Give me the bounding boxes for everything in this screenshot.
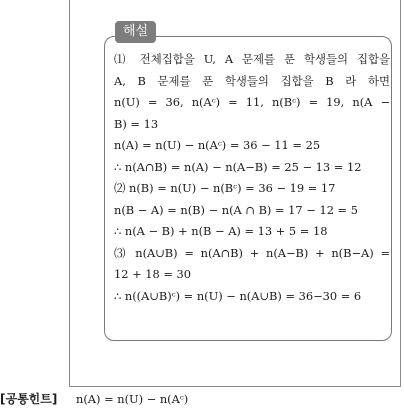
solution-line-8: n(B − A) = n(B) − n(A ∩ B) = 17 − 12 = 5	[114, 202, 358, 217]
solution-line-1: ⑴ 전체집합을 U, A 문제를 푼 학생들의 집합을	[114, 52, 390, 66]
solution-body	[114, 49, 390, 307]
solution-line-7: ⑵ n(B) = n(U) − n(Bᶜ) = 36 − 19 = 17	[114, 181, 336, 195]
solution-line-4: B) = 13	[114, 116, 159, 131]
solution-line-12: ∴ n((A∪B)ᶜ) = n(U) − n(A∪B) = 36−30 = 6	[114, 288, 362, 303]
solution-line-9: ∴ n(A − B) + n(B − A) = 13 + 5 = 18	[114, 224, 328, 238]
frame-right-border	[400, 0, 401, 386]
solution-line-6: ∴ n(A∩B) = n(A) − n(A−B) = 25 − 13 = 12	[114, 159, 362, 174]
solution-line-3: n(U) = 36, n(Aᶜ) = 11, n(Bᶜ) = 19, n(A −	[114, 95, 390, 109]
frame-left-border	[69, 0, 70, 386]
frame-bottom-border	[69, 386, 401, 387]
solution-line-11: 12 + 18 = 30	[114, 267, 192, 281]
hint-label: [공통힌트]	[0, 392, 58, 406]
solution-line-2: A, B 문제를 푼 학생들의 집합을 B 라 하면	[114, 73, 390, 88]
solution-line-10: ⑶ n(A∪B) = n(A∩B) + n(A−B) + n(B−A) =	[114, 245, 390, 260]
solution-line-5: n(A) = n(U) − n(Aᶜ) = 36 − 11 = 25	[114, 138, 321, 152]
solution-tag: 해설	[115, 21, 156, 43]
hint-formula: n(A) = n(U) − n(Aᶜ)	[76, 392, 189, 406]
